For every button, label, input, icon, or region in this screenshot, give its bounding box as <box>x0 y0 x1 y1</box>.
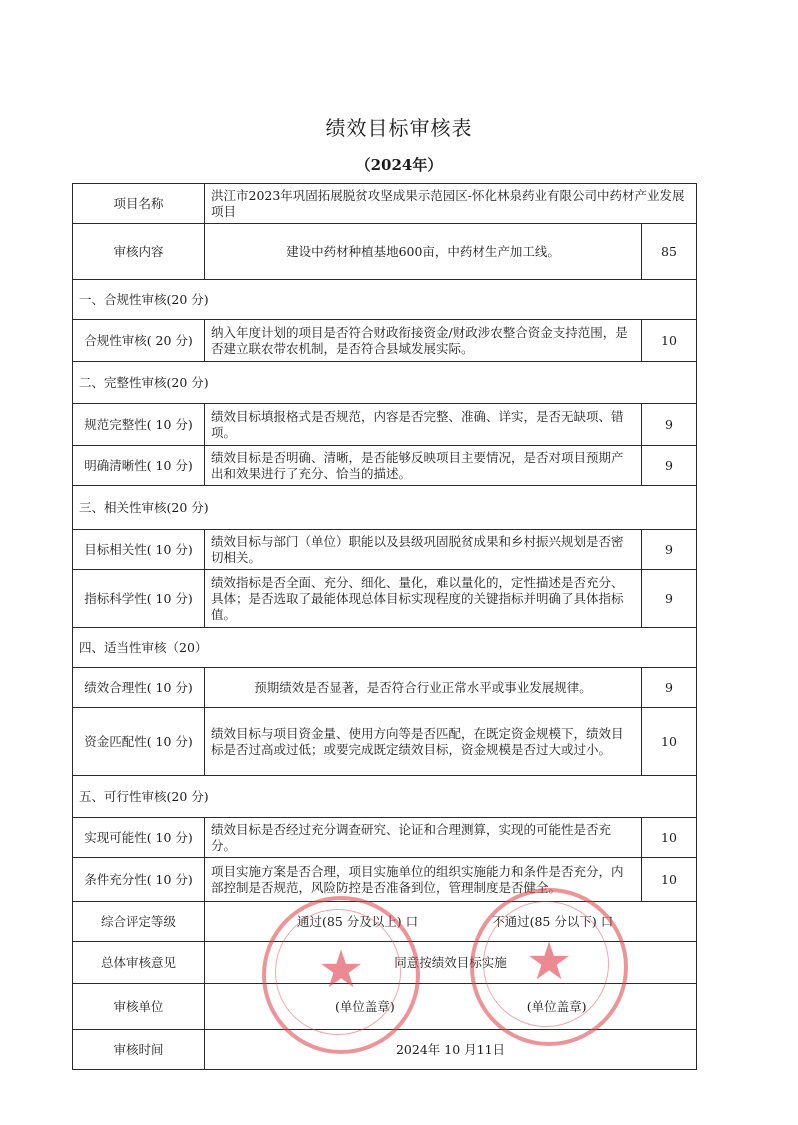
criteria-label: 指标科学性( 10 分) <box>73 570 205 628</box>
unit-seal-left: (单位盖章) <box>335 998 395 1014</box>
opinion-value: 同意按绩效目标实施 <box>205 942 697 984</box>
criteria-text: 绩效目标与项目资金量、使用方向等是否匹配，在既定资金规模下，绩效目 标是否过高或过低；或要完成既定绩效目标，资金规模是否过大或过小。 <box>205 708 642 776</box>
criteria-row <box>73 708 697 776</box>
criteria-row <box>73 446 697 486</box>
criteria-text: 项目实施方案是否合理，项目实施单位的组织实施能力和条件是否充分，内 部控制是否规范，风险防控是否准备到位，管理制度是否健全。 <box>205 858 642 902</box>
criteria-label: 条件充分性( 10 分) <box>73 858 205 902</box>
section-title: 二、完整性审核(20 分) <box>73 362 697 404</box>
criteria-row <box>73 404 697 446</box>
criteria-score: 9 <box>642 404 697 446</box>
criteria-score: 9 <box>642 668 697 708</box>
section-header <box>73 486 697 530</box>
project-name-label: 项目名称 <box>73 184 205 224</box>
time-value: 2024年 10 月11日 <box>205 1030 697 1070</box>
unit-label: 审核单位 <box>73 984 205 1030</box>
section-title: 三、相关性审核(20 分) <box>73 486 697 530</box>
seal-star-icon: ★ <box>317 940 365 1000</box>
criteria-label: 目标相关性( 10 分) <box>73 530 205 570</box>
criteria-text: 绩效目标与部门（单位）职能以及县级巩固脱贫成果和乡村振兴规划是否密切相关。 <box>205 530 642 570</box>
unit-seal-right: (单位盖章) <box>526 998 587 1014</box>
criteria-score: 9 <box>642 446 697 486</box>
rating-label: 综合评定等级 <box>73 902 205 942</box>
section-header <box>73 776 697 818</box>
criteria-row <box>73 858 697 902</box>
section-title: 五、可行性审核(20 分) <box>73 776 697 818</box>
review-content-value: 建设中药材种植基地600亩，中药材生产加工线。 <box>205 224 642 280</box>
criteria-label: 合规性审核( 20 分) <box>73 320 205 362</box>
project-name-value: 洪江市2023年巩固拓展脱贫攻坚成果示范园区-怀化林泉药业有限公司中药材产业发展项目 <box>205 184 697 224</box>
year-label: （2024年） <box>355 156 443 174</box>
criteria-text: 预期绩效是否显著，是否符合行业正常水平或事业发展规律。 <box>205 668 642 708</box>
project-row <box>73 184 697 224</box>
criteria-score: 9 <box>642 530 697 570</box>
criteria-score: 10 <box>642 320 697 362</box>
criteria-row <box>73 570 697 628</box>
criteria-text: 纳入年度计划的项目是否符合财政衔接资金/财政涉农整合资金支持范围，是否建立联农带农机制，是否符合县域发展实际。 <box>205 320 642 362</box>
page-title: 绩效目标审核表 <box>325 116 473 140</box>
criteria-score: 10 <box>642 858 697 902</box>
time-label: 审核时间 <box>73 1030 205 1070</box>
criteria-score: 9 <box>642 570 697 628</box>
rating-pass-option[interactable]: 通过(85 分及以上) 口 <box>297 913 419 929</box>
criteria-label: 资金匹配性( 10 分) <box>73 708 205 776</box>
criteria-text: 绩效目标是否经过充分调查研究、论证和合理测算，实现的可能性是否充分。 <box>205 818 642 858</box>
criteria-row <box>73 818 697 858</box>
seal-star-icon: ★ <box>525 932 573 992</box>
criteria-label: 规范完整性( 10 分) <box>73 404 205 446</box>
official-seal-left <box>262 896 420 1054</box>
official-seal-right <box>470 888 628 1046</box>
criteria-label: 绩效合理性( 10 分) <box>73 668 205 708</box>
criteria-row <box>73 530 697 570</box>
criteria-text: 绩效指标是否全面、充分、细化、量化，难以量化的，定性描述是否充分、 具体；是否选取了最能体现总体目标实现程度的关键指标并明确了具体指标 值。 <box>205 570 642 628</box>
criteria-score: 10 <box>642 818 697 858</box>
criteria-label: 实现可能性( 10 分) <box>73 818 205 858</box>
criteria-row <box>73 668 697 708</box>
section-title: 四、适当性审核（20） <box>73 628 697 668</box>
section-title: 一、合规性审核(20 分) <box>73 280 697 320</box>
section-header <box>73 280 697 320</box>
review-content-score: 85 <box>642 224 697 280</box>
criteria-label: 明确清晰性( 10 分) <box>73 446 205 486</box>
rating-fail-option[interactable]: 不通过(85 分以下) 口 <box>492 913 614 929</box>
section-header <box>73 362 697 404</box>
review-content-row <box>73 224 697 280</box>
criteria-score: 10 <box>642 708 697 776</box>
criteria-row <box>73 320 697 362</box>
review-content-label: 审核内容 <box>73 224 205 280</box>
section-header <box>73 628 697 668</box>
criteria-text: 绩效目标是否明确、清晰，是否能够反映项目主要情况，是否对项目预期产 出和效果进行了充分、恰当的描述。 <box>205 446 642 486</box>
opinion-label: 总体审核意见 <box>73 942 205 984</box>
criteria-text: 绩效目标填报格式是否规范，内容是否完整、准确、详实，是否无缺项、错 项。 <box>205 404 642 446</box>
